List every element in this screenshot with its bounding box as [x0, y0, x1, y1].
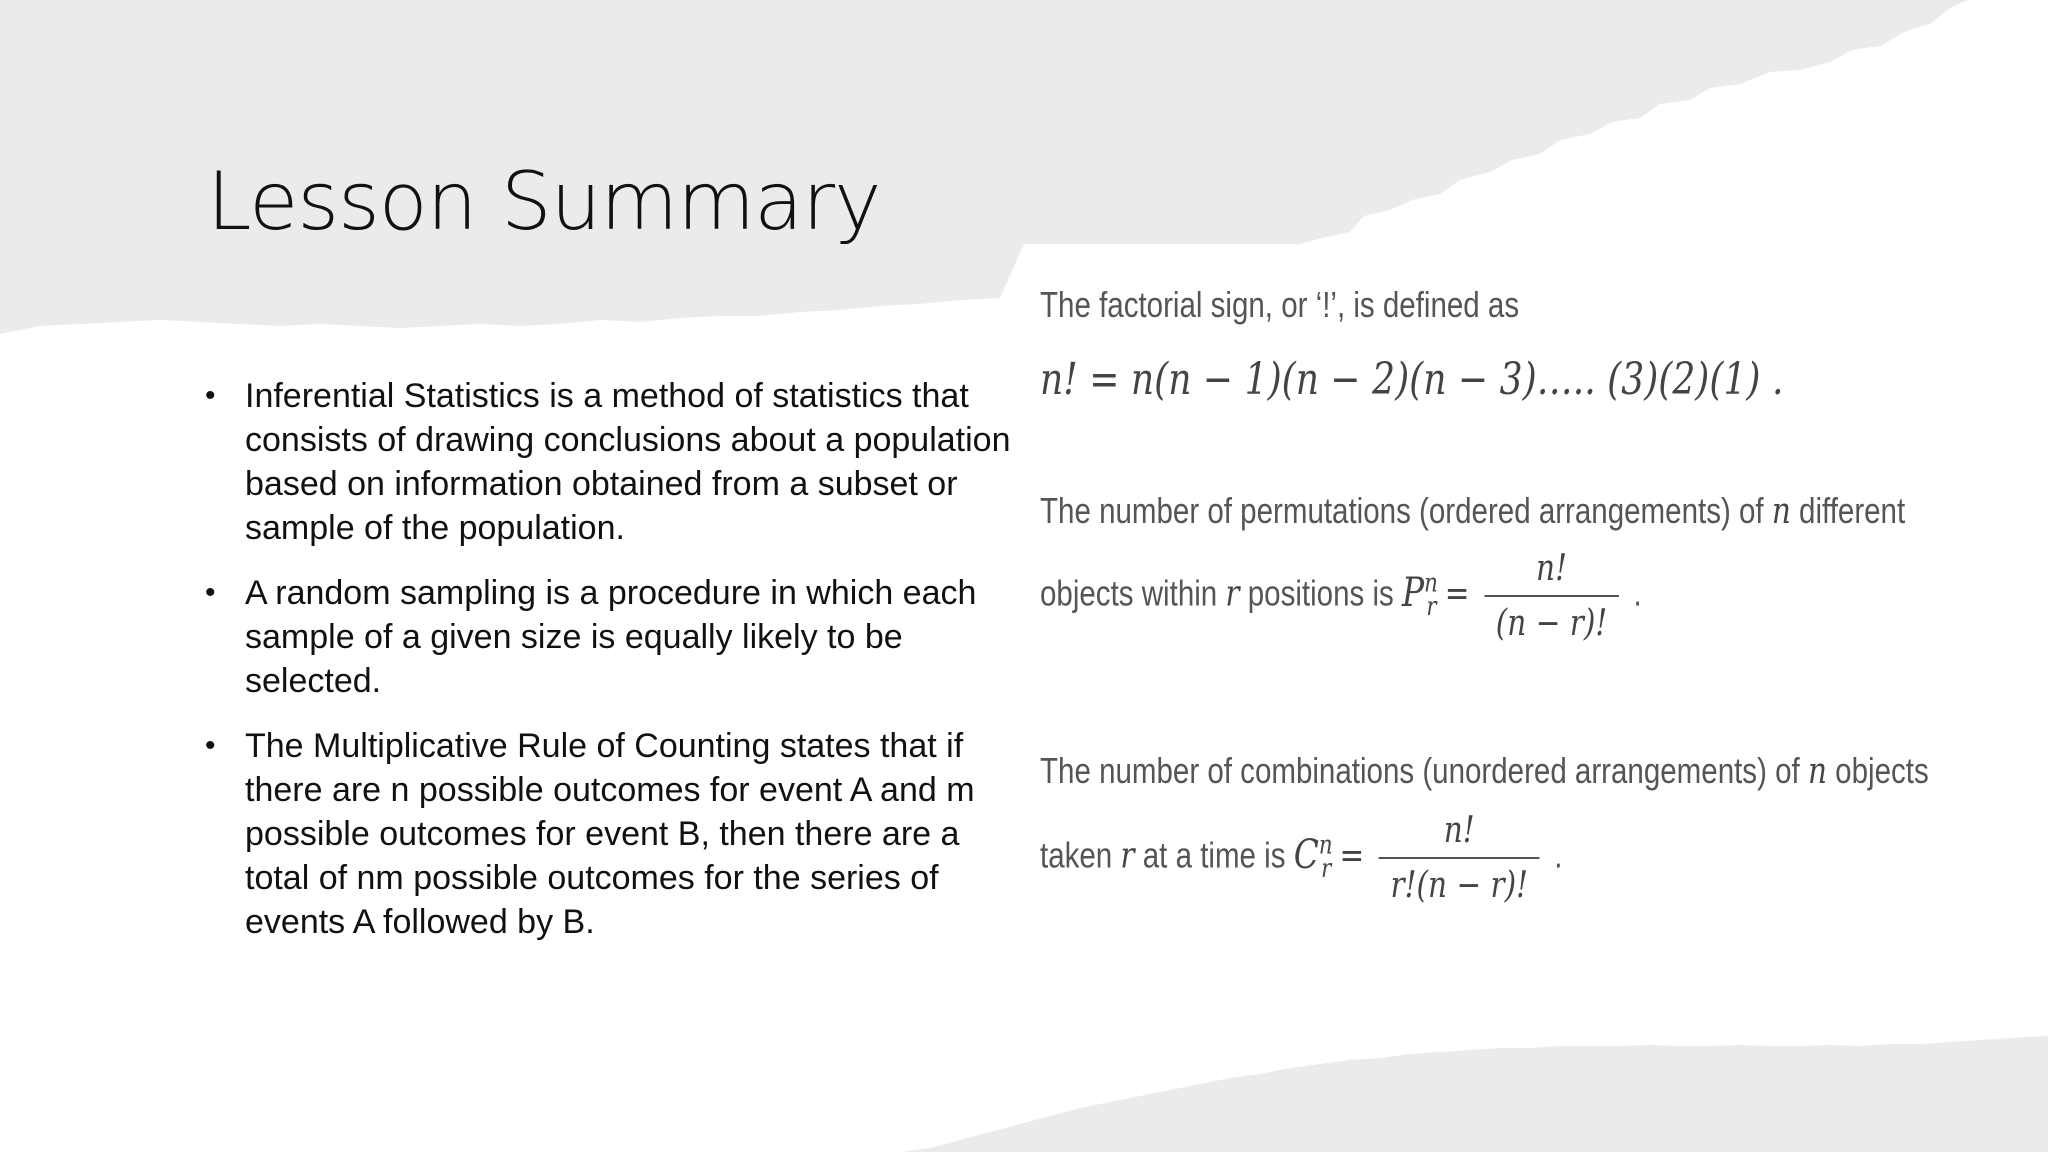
combination-formula-line	[1040, 810, 1562, 906]
combination-r-variable: r	[1120, 835, 1135, 877]
formula-image-panel	[1024, 244, 1944, 964]
combination-line2-mid: at a time is	[1142, 834, 1286, 876]
permutation-r-variable: r	[1225, 573, 1240, 615]
combination-period: .	[1554, 834, 1563, 876]
combination-line2-pre: taken	[1040, 834, 1113, 876]
bullet-item-inferential-statistics	[205, 374, 1025, 550]
permutation-intro-text: The number of permutations (ordered arrangements) of	[1040, 490, 1764, 531]
bullet-marker: •	[205, 729, 216, 762]
permutation-equals: =	[1444, 573, 1470, 615]
factorial-intro-text: The factorial sign, or ‘!’, is defined as	[1040, 284, 1520, 325]
combination-fraction	[1379, 810, 1539, 906]
factorial-formula: n! = n(n − 1)(n − 2)(n − 3)….. (3)(2)(1) .	[1040, 354, 1784, 405]
permutation-formula-line	[1040, 548, 1642, 644]
bullet-item-multiplicative-rule	[205, 724, 1025, 944]
permutation-fraction	[1484, 548, 1618, 644]
permutation-period: .	[1633, 572, 1642, 614]
bullet-text: The Multiplicative Rule of Counting states that if there are n possible outcomes for event A and m possible outcomes for event B, then there are a total of nm possible outcomes for the series of events A followed by B.	[245, 727, 975, 941]
permutation-line2-pre: objects within	[1040, 572, 1218, 614]
slide-title: Lesson Summary	[207, 155, 881, 248]
permutation-denominator: (n − r)!	[1495, 603, 1608, 644]
combination-n-variable: n	[1807, 751, 1827, 792]
bullet-item-random-sampling	[205, 571, 1025, 703]
combination-denominator: r!(n − r)!	[1390, 865, 1528, 906]
bottom-torn-paper-shape	[900, 1036, 2048, 1152]
combination-symbol: $C^n_r$	[1293, 830, 1333, 884]
combination-intro-end: objects	[1835, 750, 1929, 791]
combination-numerator: n!	[1379, 810, 1539, 859]
bullet-text: A random sampling is a procedure in which each sample of a given size is equally likely to be selected.	[245, 574, 977, 700]
combination-equals: =	[1339, 835, 1365, 877]
permutation-intro-end: different	[1799, 490, 1906, 531]
bullet-marker: •	[205, 576, 216, 609]
bullet-list	[205, 374, 1025, 965]
permutation-symbol: $P^n_r$	[1402, 568, 1438, 622]
combination-intro-text: The number of combinations (unordered arrangements) of	[1040, 750, 1800, 791]
permutation-numerator: n!	[1484, 548, 1618, 597]
permutation-intro-line	[1040, 490, 1905, 532]
bullet-text: Inferential Statistics is a method of statistics that consists of drawing conclusions about a population based on information obtained from a subset or sample of the population.	[245, 377, 1011, 547]
permutation-line2-mid: positions is	[1247, 572, 1394, 614]
combination-intro-line	[1040, 750, 1929, 792]
bullet-marker: •	[205, 379, 216, 412]
permutation-n-variable: n	[1771, 491, 1791, 532]
